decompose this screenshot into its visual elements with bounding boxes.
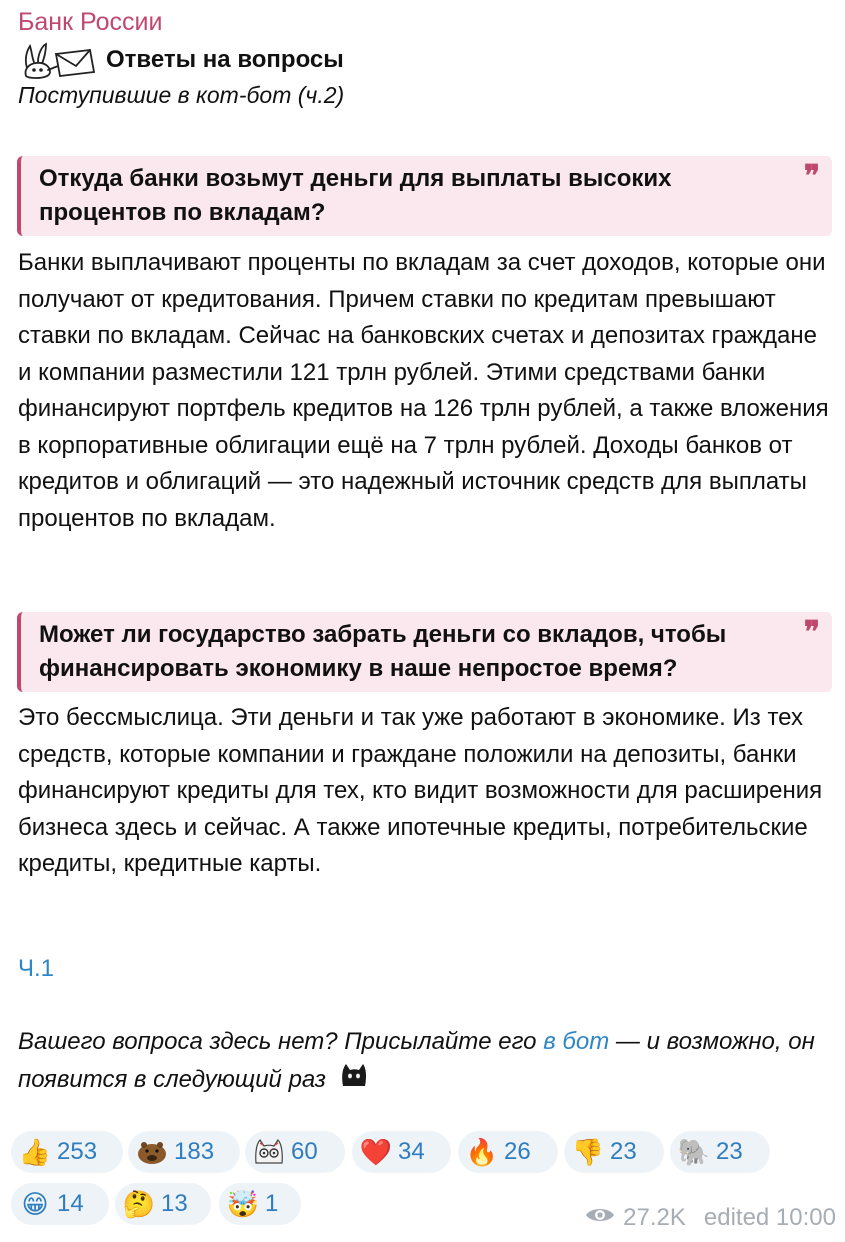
cat-face-icon xyxy=(339,1060,369,1101)
question-quote-2 xyxy=(17,612,832,692)
part-one-link[interactable]: Ч.1 xyxy=(18,955,55,982)
answer-text-2: Это бессмыслица. Эти деньги и так уже работают в экономике. Из тех средств, которые компании и граждане положили на депозиты, банки финансируют кредиты для тех, кто видит возможности для расширения бизнеса здесь и сейчас. А также ипотечные кредиты, потребительские кредиты, кредитные карты. xyxy=(18,704,823,877)
thumbs-up-icon: 👍 xyxy=(18,1137,52,1167)
heart-icon: ❤️ xyxy=(359,1137,393,1167)
view-count: 27.2K xyxy=(623,1204,686,1231)
thumbs-down-icon: 👎 xyxy=(571,1137,605,1167)
cat-sticker-icon xyxy=(253,1136,285,1168)
reaction-count: 14 xyxy=(57,1190,84,1217)
answer-text-1: Банки выплачивают проценты по вкладам за счет доходов, которые они получают от кредитования. Причем ставки по кредитам превышают ставки по вкладам. Сейчас на банковских счетах и депозитах граждане и компании разместили 121 трлн рублей. Этими средствами банки финансируют портфель кредитов на 126 трлн рублей, а также вложения в корпоративные облигации ещё на 7 трлн рублей. Доходы банков от кредитов и облигаций — это надежный источник средств для выплаты процентов по вкладам. xyxy=(18,249,829,532)
reaction-count: 13 xyxy=(161,1190,188,1217)
reaction-count: 1 xyxy=(265,1190,279,1217)
footer-text xyxy=(18,1024,833,1101)
post-meta xyxy=(585,1204,836,1232)
thinking-face-icon: 🤔 xyxy=(122,1189,156,1219)
reaction-capybara[interactable] xyxy=(128,1131,240,1173)
reaction-count: 60 xyxy=(291,1138,318,1165)
eye-icon xyxy=(585,1204,615,1232)
reaction-count: 34 xyxy=(398,1138,425,1165)
channel-name[interactable]: Банк России xyxy=(18,8,163,36)
reaction-count: 23 xyxy=(716,1138,743,1165)
reaction-grinning[interactable] xyxy=(11,1183,109,1225)
reaction-count: 183 xyxy=(174,1138,215,1165)
reaction-heart[interactable] xyxy=(352,1131,451,1173)
reaction-exploding-head[interactable] xyxy=(219,1183,301,1225)
question-text: Откуда банки возьмут деньги для выплаты высоких процентов по вкладам? xyxy=(39,165,672,226)
capybara-sticker-icon xyxy=(136,1136,168,1168)
reaction-thumbs-up[interactable] xyxy=(11,1131,123,1173)
footer-text-after: — и возможно, он появится в следующий раз xyxy=(18,1028,815,1093)
question-text: Может ли государство забрать деньги со вкладов, чтобы финансировать экономику в наше непростое время? xyxy=(39,621,727,682)
reaction-elephant[interactable] xyxy=(670,1131,770,1173)
reaction-thumbs-down[interactable] xyxy=(564,1131,664,1173)
quote-icon: ❞ xyxy=(803,159,820,194)
reaction-fire[interactable] xyxy=(458,1131,558,1173)
post-header xyxy=(18,40,344,80)
post-title: Ответы на вопросы xyxy=(106,46,344,73)
elephant-icon: 🐘 xyxy=(677,1137,711,1167)
quote-icon: ❞ xyxy=(803,615,820,650)
exploding-head-icon: 🤯 xyxy=(226,1189,260,1219)
post-subtitle: Поступившие в кот-бот (ч.2) xyxy=(18,82,345,108)
fire-icon: 🔥 xyxy=(465,1137,499,1167)
reaction-thinking[interactable] xyxy=(115,1183,211,1225)
footer-text-before: Вашего вопроса здесь нет? Присылайте его xyxy=(18,1028,544,1055)
reaction-count: 253 xyxy=(57,1138,98,1165)
grinning-face-icon: 😁 xyxy=(21,1189,49,1219)
reaction-count: 26 xyxy=(504,1138,531,1165)
reaction-cat[interactable] xyxy=(245,1131,345,1173)
bot-link[interactable]: в бот xyxy=(543,1028,610,1055)
reaction-count: 23 xyxy=(610,1138,637,1165)
edited-timestamp: edited 10:00 xyxy=(703,1204,836,1231)
bunny-envelope-icon xyxy=(18,40,102,80)
question-quote-1 xyxy=(17,156,832,236)
